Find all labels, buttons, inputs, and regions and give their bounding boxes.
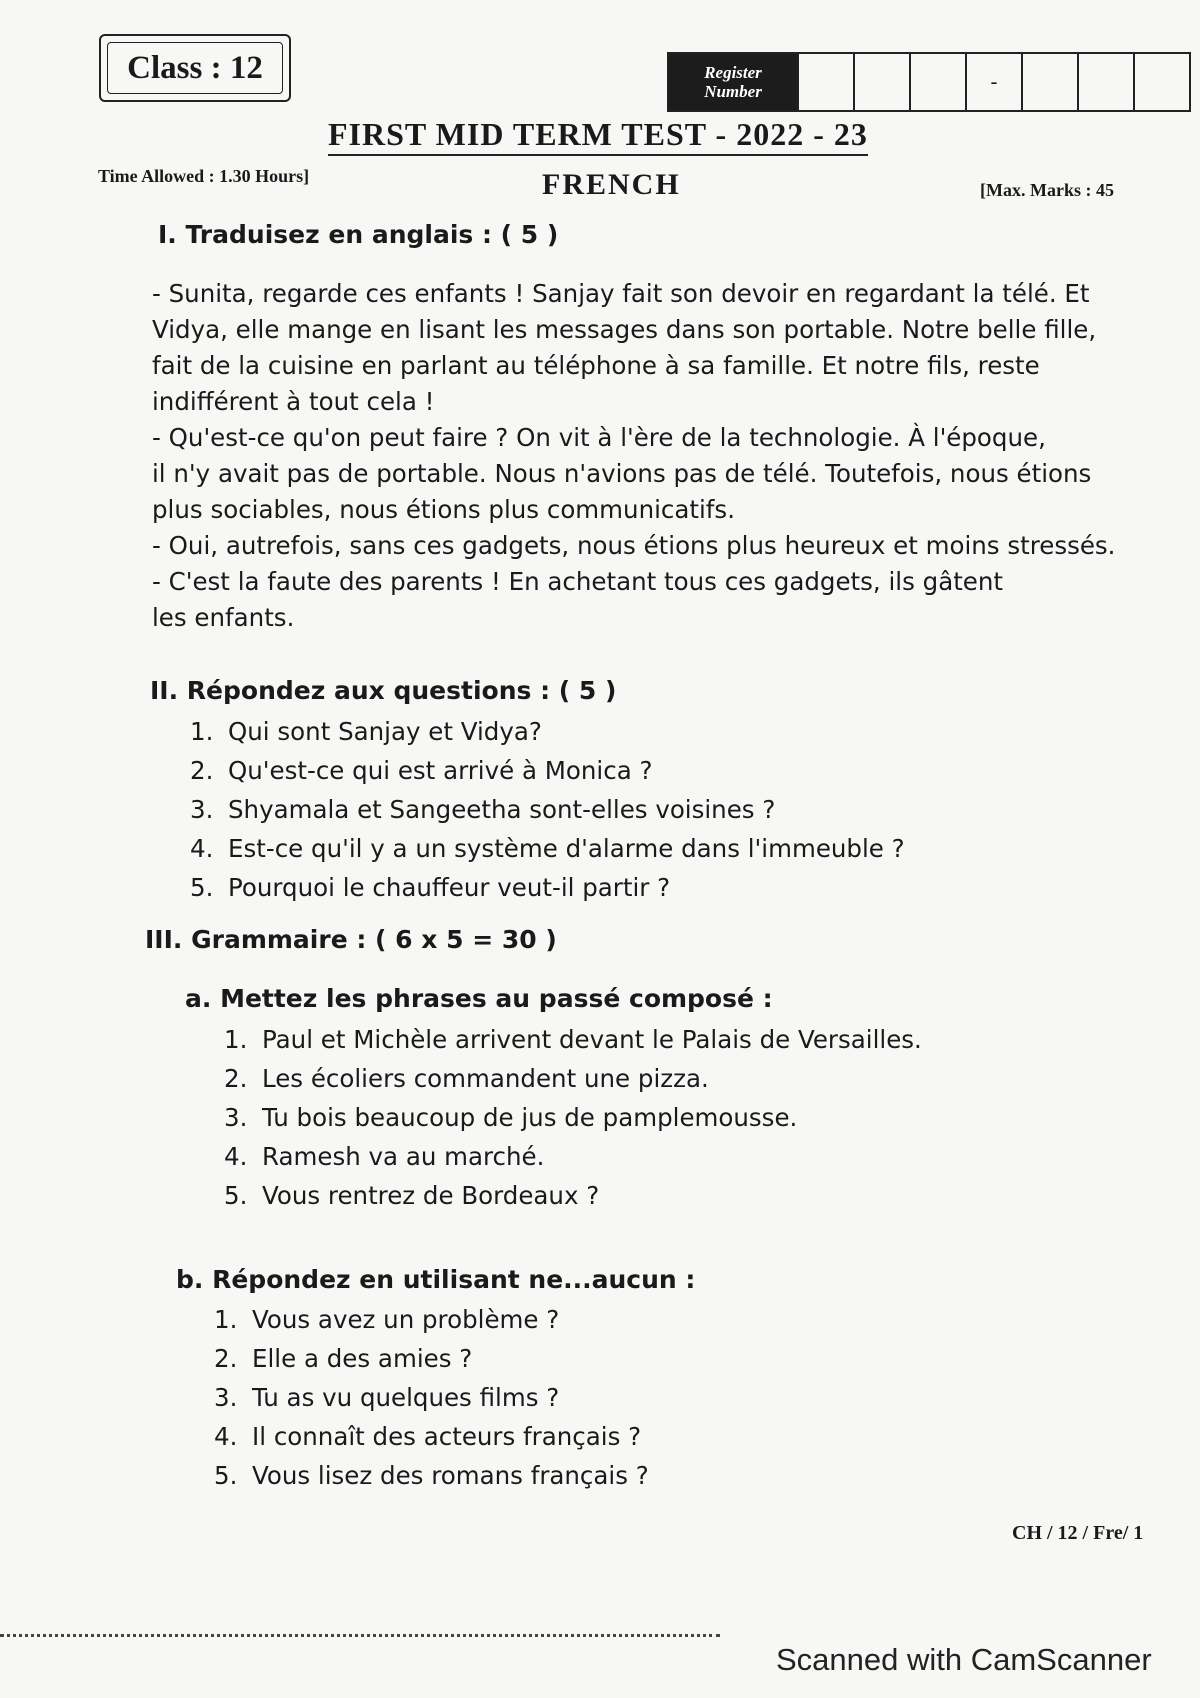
question-number: 4. — [214, 1422, 238, 1451]
page-code: CH / 12 / Fre/ 1 — [1012, 1522, 1144, 1544]
question-number: 2. — [214, 1344, 238, 1373]
max-marks: [Max. Marks : 45 — [980, 180, 1114, 200]
translation-passage — [152, 276, 1142, 636]
scanner-watermark: Scanned with CamScanner — [776, 1642, 1152, 1677]
passage-line: - Sunita, regarde ces enfants ! Sanjay fait son devoir en regardant la télé. Et — [152, 279, 1090, 308]
question-text: Les écoliers commandent une pizza. — [262, 1064, 709, 1093]
register-cell[interactable] — [797, 54, 853, 110]
question-text: Elle a des amies ? — [252, 1344, 473, 1373]
section-1-heading: I. Traduisez en anglais : ( 5 ) — [158, 220, 559, 249]
question-text: Shyamala et Sangeetha sont-elles voisines ? — [228, 795, 776, 824]
question-item — [190, 751, 905, 790]
question-number: 1. — [190, 717, 214, 746]
question-item — [224, 1098, 922, 1137]
question-text: Ramesh va au marché. — [262, 1142, 545, 1171]
register-label-line2: Number — [704, 82, 762, 101]
subject-title: FRENCH — [542, 168, 681, 201]
question-number: 1. — [214, 1305, 238, 1334]
question-text: Est-ce qu'il y a un système d'alarme dans l'immeuble ? — [228, 834, 905, 863]
question-item — [214, 1417, 649, 1456]
question-number: 2. — [224, 1064, 248, 1093]
register-cell[interactable] — [909, 54, 965, 110]
question-number: 5. — [214, 1461, 238, 1490]
question-text: Qui sont Sanjay et Vidya? — [228, 717, 542, 746]
passage-line: plus sociables, nous étions plus communicatifs. — [152, 495, 735, 524]
register-cell[interactable] — [1021, 54, 1077, 110]
question-number: 1. — [224, 1025, 248, 1054]
question-item — [224, 1137, 922, 1176]
register-cell[interactable] — [1133, 54, 1189, 110]
question-item — [224, 1176, 922, 1215]
question-number: 4. — [224, 1142, 248, 1171]
question-text: Tu bois beaucoup de jus de pamplemousse. — [262, 1103, 798, 1132]
exam-title: FIRST MID TERM TEST - 2022 - 23 — [328, 116, 868, 156]
question-number: 2. — [190, 756, 214, 785]
register-cell[interactable]: - — [965, 54, 1021, 110]
section-3b-items — [214, 1300, 649, 1495]
register-number-cells — [797, 54, 1189, 110]
class-label: Class : 12 — [107, 42, 283, 94]
passage-line: les enfants. — [152, 603, 295, 632]
question-number: 5. — [190, 873, 214, 902]
question-item — [190, 712, 905, 751]
bottom-divider — [0, 1634, 720, 1637]
passage-line: - Oui, autrefois, sans ces gadgets, nous étions plus heureux et moins stressés. — [152, 531, 1116, 560]
question-item — [190, 868, 905, 907]
question-item — [224, 1020, 922, 1059]
section-2-questions — [190, 712, 905, 907]
register-number-box — [667, 52, 1191, 112]
question-text: Paul et Michèle arrivent devant le Palais de Versailles. — [262, 1025, 922, 1054]
passage-line: fait de la cuisine en parlant au téléphone à sa famille. Et notre fils, reste — [152, 351, 1040, 380]
question-number: 3. — [224, 1103, 248, 1132]
question-text: Qu'est-ce qui est arrivé à Monica ? — [228, 756, 653, 785]
section-3-heading: III. Grammaire : ( 6 x 5 = 30 ) — [145, 925, 557, 954]
question-text: Pourquoi le chauffeur veut-il partir ? — [228, 873, 671, 902]
question-text: Il connaît des acteurs français ? — [252, 1422, 642, 1451]
register-number-label — [669, 54, 797, 110]
passage-line: - C'est la faute des parents ! En achetant tous ces gadgets, ils gâtent — [152, 567, 1004, 596]
register-cell[interactable] — [853, 54, 909, 110]
time-allowed: Time Allowed : 1.30 Hours] — [98, 166, 310, 186]
passage-line: indifférent à tout cela ! — [152, 387, 435, 416]
question-number: 4. — [190, 834, 214, 863]
question-text: Tu as vu quelques films ? — [252, 1383, 560, 1412]
register-label-line1: Register — [704, 63, 762, 82]
section-3a-items — [224, 1020, 922, 1215]
question-text: Vous lisez des romans français ? — [252, 1461, 649, 1490]
register-cell[interactable] — [1077, 54, 1133, 110]
section-2-heading: II. Répondez aux questions : ( 5 ) — [150, 676, 617, 705]
question-item — [214, 1378, 649, 1417]
question-number: 3. — [190, 795, 214, 824]
question-item — [214, 1339, 649, 1378]
section-3b-heading: b. Répondez en utilisant ne...aucun : — [176, 1265, 696, 1294]
passage-line: Vidya, elle mange en lisant les messages dans son portable. Notre belle fille, — [152, 315, 1097, 344]
question-item — [190, 790, 905, 829]
passage-line: il n'y avait pas de portable. Nous n'avions pas de télé. Toutefois, nous étions — [152, 459, 1092, 488]
passage-line: - Qu'est-ce qu'on peut faire ? On vit à l'ère de la technologie. À l'époque, — [152, 423, 1046, 452]
class-box — [99, 34, 291, 102]
question-item — [190, 829, 905, 868]
question-number: 3. — [214, 1383, 238, 1412]
section-3a-heading: a. Mettez les phrases au passé composé : — [185, 984, 773, 1013]
question-item — [214, 1300, 649, 1339]
question-text: Vous rentrez de Bordeaux ? — [262, 1181, 600, 1210]
question-number: 5. — [224, 1181, 248, 1210]
question-item — [214, 1456, 649, 1495]
question-text: Vous avez un problème ? — [252, 1305, 560, 1334]
question-item — [224, 1059, 922, 1098]
